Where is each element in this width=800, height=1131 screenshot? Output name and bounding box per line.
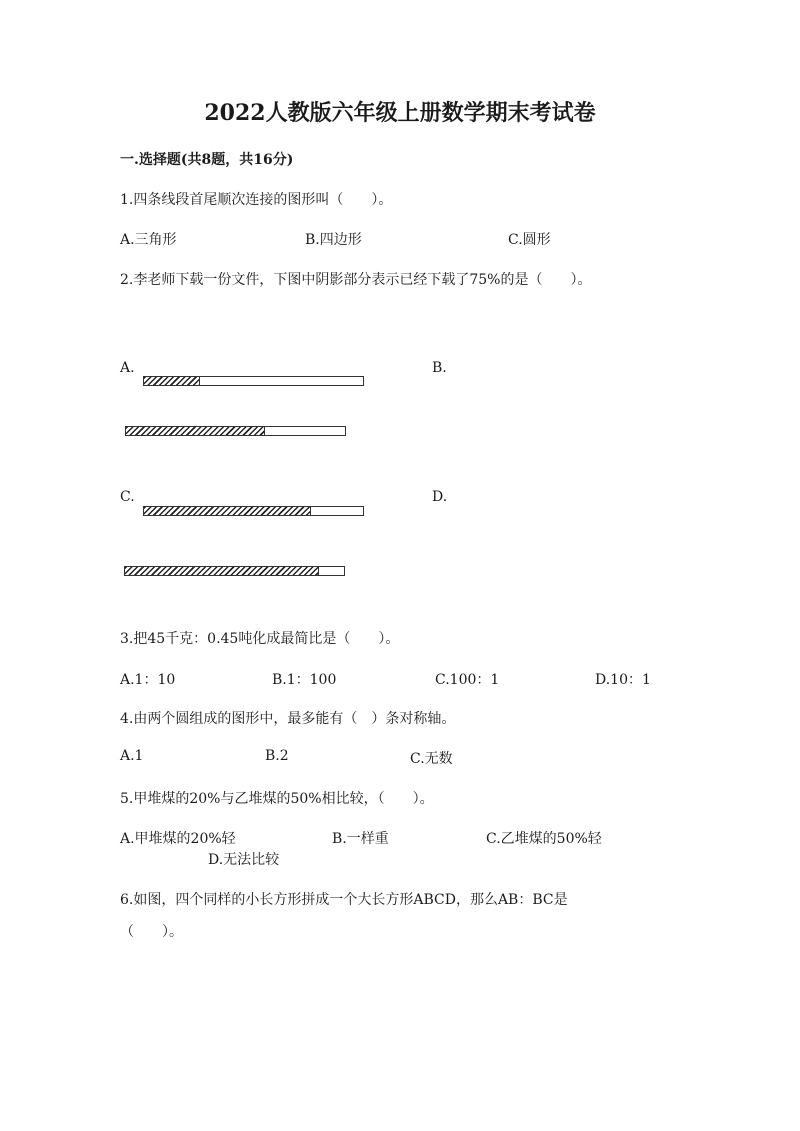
download-bar-a-fill <box>144 377 200 385</box>
question-1-stem: 1.四条线段首尾顺次连接的图形叫（ ）。 <box>120 192 393 208</box>
download-bar-c <box>143 506 364 516</box>
question-5-option-d: D.无法比较 <box>208 852 280 868</box>
question-1-option-a: A.三角形 <box>120 232 177 248</box>
question-5-option-c: C.乙堆煤的50%轻 <box>486 831 602 847</box>
question-3-option-b: B.1：100 <box>272 672 337 688</box>
section-heading: 一.选择题(共8题，共16分) <box>120 152 294 168</box>
question-2-option-d: D. <box>432 489 448 505</box>
question-2-option-b: B. <box>432 360 447 376</box>
download-bar-b-fill <box>126 427 265 435</box>
question-1-option-c: C.圆形 <box>508 232 551 248</box>
question-5-stem: 5.甲堆煤的20%与乙堆煤的50%相比较，（ ）。 <box>120 791 434 807</box>
download-bar-b <box>125 426 346 436</box>
question-4-option-a: A.1 <box>120 748 144 764</box>
question-2-stem: 2.李老师下载一份文件，下图中阴影部分表示已经下载了75%的是（ ）。 <box>120 272 592 288</box>
question-3-option-a: A.1：10 <box>120 672 176 688</box>
download-bar-c-fill <box>144 507 311 515</box>
question-6-stem-continued: （ ）。 <box>120 924 183 940</box>
question-3-option-d: D.10：1 <box>595 672 651 688</box>
page-title: 2022人教版六年级上册数学期末考试卷 <box>204 100 596 126</box>
question-1-option-b: B.四边形 <box>305 232 362 248</box>
question-4-option-b: B.2 <box>265 748 289 764</box>
question-3-stem: 3.把45千克：0.45吨化成最简比是（ ）。 <box>120 631 400 647</box>
question-2-option-a: A. <box>120 360 135 376</box>
question-4-option-c: C.无数 <box>410 751 453 767</box>
question-3-option-c: C.100：1 <box>435 672 500 688</box>
question-6-stem: 6.如图，四个同样的小长方形拼成一个大长方形ABCD，那么AB：BC是 <box>120 892 568 908</box>
download-bar-a <box>143 376 364 386</box>
question-2-option-c: C. <box>120 489 135 505</box>
question-5-option-a: A.甲堆煤的20%轻 <box>120 831 236 847</box>
question-4-stem: 4.由两个圆组成的图形中，最多能有（ ）条对称轴。 <box>120 711 456 727</box>
download-bar-d-fill <box>125 567 319 575</box>
download-bar-d <box>124 566 345 576</box>
question-5-option-b: B.一样重 <box>332 831 389 847</box>
